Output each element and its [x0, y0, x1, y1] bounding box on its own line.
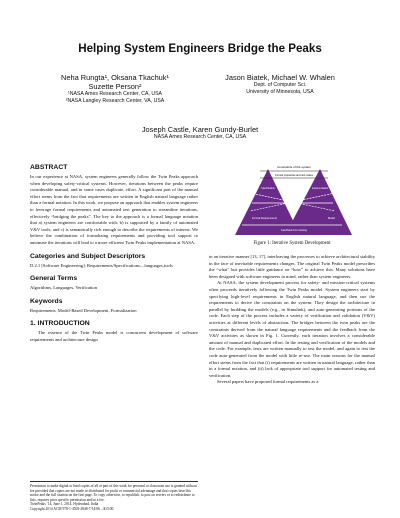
- author-names: Joseph Castle, Karen Gundy-Burlet: [141, 125, 259, 134]
- author-block-2: [215, 73, 345, 95]
- abstract-text: In our experience at NASA, system engineers generally follow the Twin Peaks approach when developing safety-critical systems. However, iterations between the peaks require considerable manual, and in some cases duplicate, effort. A significant part of the manual effort stems from the fact that requirements are written in English natural language rather than a formal notation. In this work, we propose an approach that enables system engineers to leverage formal requirements and automated test generation to streamline iterations, effectively “bridging the peaks”. The key to the approach is a formal language notation that a) system engineers are comfortable with, b) is supported by a family of automated V&V tools, and c) is semantically rich enough to describe the requirements of interest. We believe the combination of formalizing requirements and providing tool support to automate the iterations will lead to a more efficient Twin Peaks implementation at NASA.: [30, 174, 198, 245]
- affiliation: ¹NASA Ames Research Center, CA, USA: [68, 91, 162, 97]
- figure-caption: Figure 1: Iterative System Development: [253, 241, 331, 246]
- figure-top-label: Constraints of the system: [277, 165, 311, 169]
- terms-text: Algorithms, Languages, Verification: [30, 285, 98, 291]
- intro-text: The essence of the Twin Peaks model is concurrent development of software requirements and architecture design: [30, 330, 198, 342]
- terms-heading: General Terms: [30, 275, 78, 283]
- left-column: [30, 160, 198, 344]
- venue-text: TwinPeaks ’14, June 1, 2014, Hyderabad, India: [30, 502, 99, 507]
- figure-left-peak-label: Specification: [261, 187, 275, 190]
- author-names: Neha Rungta¹, Oksana Tkachuk¹: [61, 73, 169, 82]
- permission-text: Permission to make digital or hard copies of all or part of this work for personal or classroom use is granted without fee provided that copies are not made or distributed for profit or commercial advantage and that copies bear this notice and the full citation on the first page. To copy otherwise, to republish, to post on servers or to redistribute to lists, requires prior specific permission and/or a fee.: [30, 484, 197, 502]
- affiliation: Dept. of Computer Sci.: [253, 82, 307, 88]
- paper-title: Helping System Engineers Bridge the Peaks: [78, 42, 322, 55]
- intro-heading: 1. INTRODUCTION: [30, 320, 90, 328]
- affiliation: NASA Ames Research Center, CA, USA: [153, 134, 247, 140]
- right-column: [209, 254, 375, 386]
- right-paragraph-2: At NASA, the system development process for safety- and mission-critical systems often proceeds iteratively following the Twin Peaks model. System engineers start by specifying high-level requirements in English natural language, and then use the requirements to derive the constraints on the system. They design the architecture in parallel by building the models (e.g., in Simulink), and auto-generating portions of the code. Each step of the process includes a variety of verification and validation (V&V) activities at different levels of abstraction. The bridges between the twin peaks are the constraints derived from the natural language requirements and the feedback from the V&V activities as shown in Fig. 1. Currently, each iteration involves a considerable amount of manual and duplicated effort. In the testing and verification of the models and the code. For example, tests are written manually to test the model, and again to test the code auto-generated from the model with little re-use. The main reasons for the manual effort stems from the fact that (i) requirements are written in natural language, rather than in a formal notation, and (ii) lack of appropriate tool support for automated testing and verification.: [209, 280, 375, 378]
- author-names: Jason Biatek, Michael W. Whalen: [225, 73, 335, 82]
- abstract-heading: ABSTRACT: [30, 164, 68, 171]
- affiliation: University of Minnesota, USA: [246, 88, 314, 95]
- figure-bottom-label: Feedback from testing: [281, 229, 307, 232]
- author-block-3: [100, 125, 300, 141]
- categories-text: D.2.1 [Software Engineering]: Requirements/Specifications—languages,tools: [30, 262, 173, 268]
- copyright-text: Copyright 2014 ACM 978-1-4503-2848-7/14/06 ...$15.00.: [30, 506, 115, 511]
- figure-top-label-2: Formal properties and test cases: [275, 174, 313, 177]
- copyright-footnote: [30, 481, 198, 512]
- right-paragraph-3: Several papers have proposed formal requirements as a: [217, 379, 319, 385]
- figure-right-peak-label: Implementation: [311, 187, 329, 190]
- figure-right-label: Model: [328, 217, 336, 220]
- author-block-1: [50, 73, 180, 104]
- right-paragraph-1: in an iterative manner [13, 17], interleaving the processes to achieve architectural stability in the face of inevitable requirements changes. The original Twin Peaks model prescribes the “what” but provides little guidance on “how” to achieve this. Many solutions have been designed with software engineers in mind, rather than system engineers.: [209, 254, 375, 279]
- author-names: Suzette Person²: [88, 82, 142, 91]
- keywords-text: Requirements, Model-Based Development, Formalization: [30, 307, 137, 313]
- affiliation: ²NASA Langley Research Center, VA, USA: [65, 97, 165, 104]
- categories-heading: Categories and Subject Descriptors: [30, 252, 146, 260]
- keywords-heading: Keywords: [30, 297, 63, 305]
- figure-left-label: Formal Requirements: [252, 217, 277, 220]
- twin-peaks-figure: [230, 163, 355, 238]
